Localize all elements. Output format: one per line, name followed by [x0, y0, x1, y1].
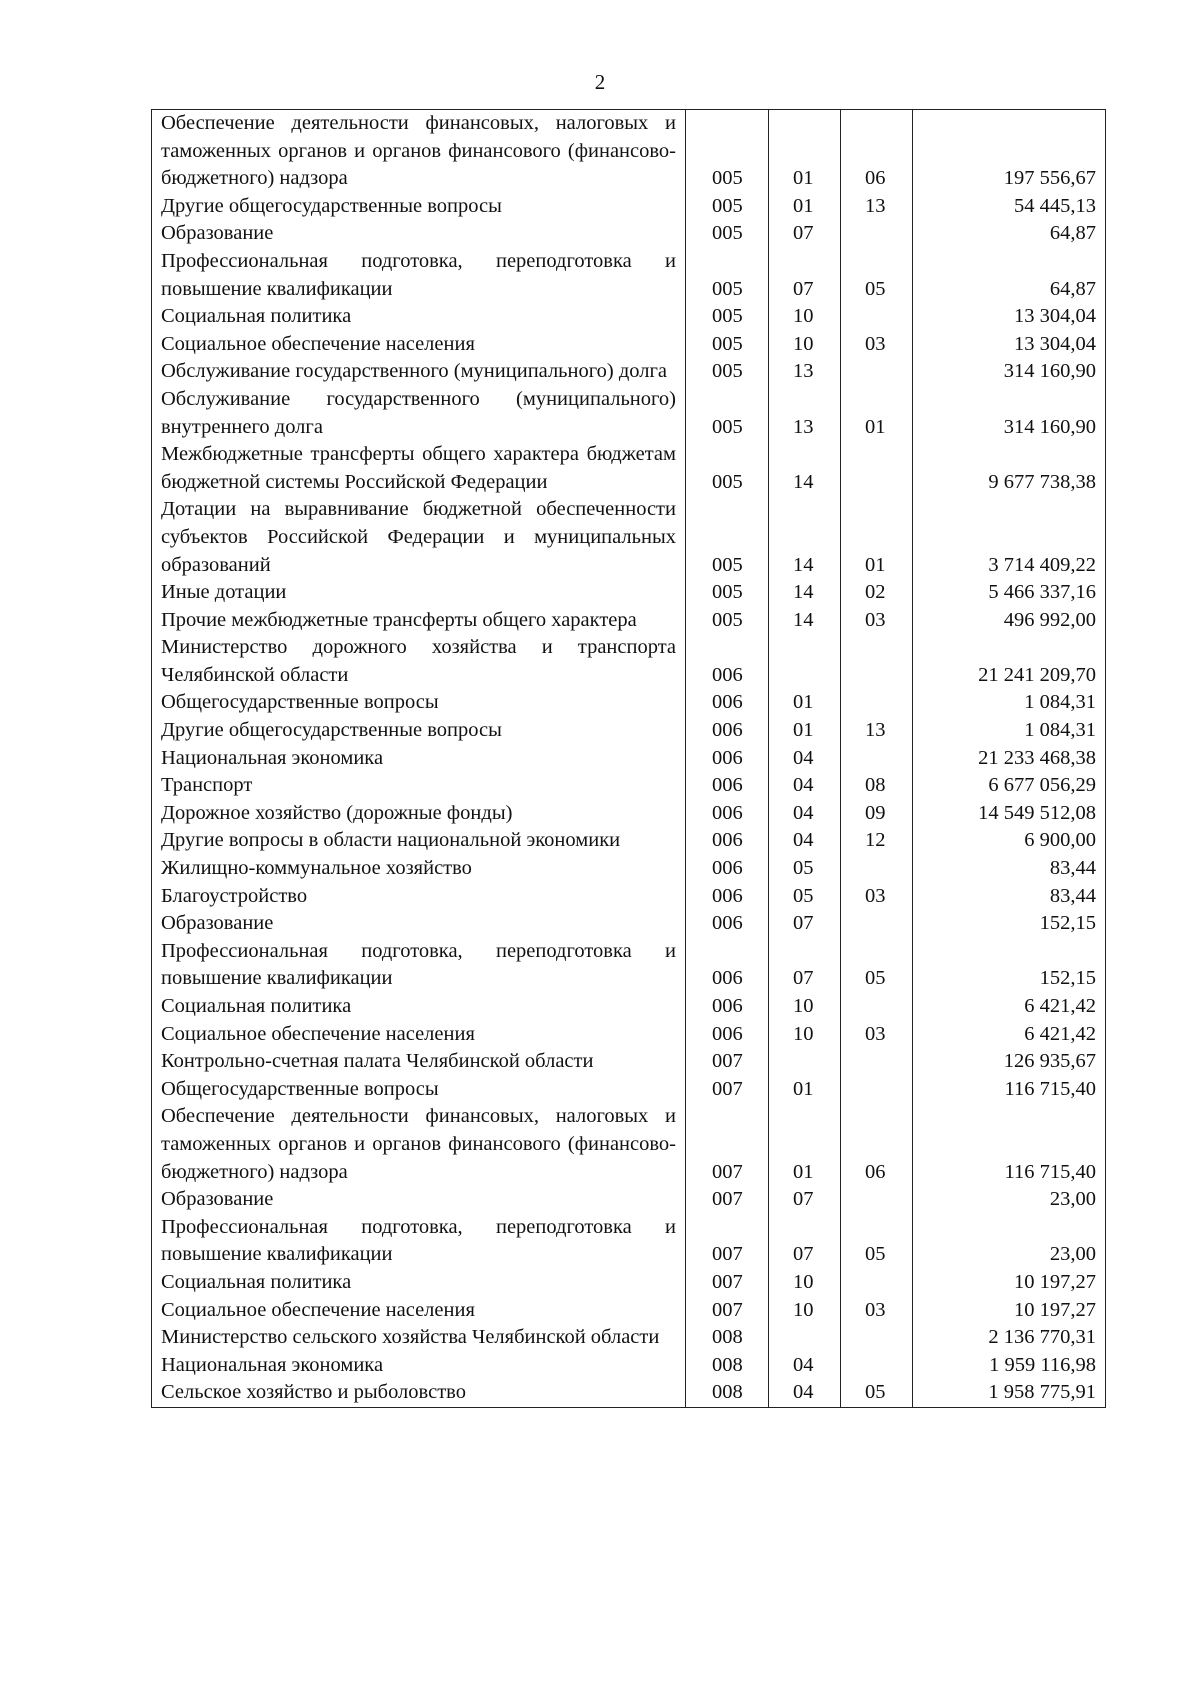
table-row	[152, 1048, 1106, 1076]
row-ved-code: 005	[686, 193, 769, 221]
row-subsection-code: 05	[841, 248, 913, 303]
row-ved-code: 005	[686, 496, 769, 579]
row-amount: 1 959 116,98	[913, 1352, 1106, 1380]
row-name: Министерство дорожного хозяйства и транспорта Челябинской области	[152, 634, 686, 689]
row-subsection-code: 03	[841, 883, 913, 911]
row-amount: 496 992,00	[913, 607, 1106, 635]
row-amount: 314 160,90	[913, 386, 1106, 441]
row-subsection-code	[841, 303, 913, 331]
row-amount: 9 677 738,38	[913, 441, 1106, 496]
row-amount: 5 466 337,16	[913, 579, 1106, 607]
row-subsection-code	[841, 358, 913, 386]
row-amount: 126 935,67	[913, 1048, 1106, 1076]
row-ved-code: 006	[686, 910, 769, 938]
row-section-code: 07	[769, 248, 841, 303]
table-row	[152, 1379, 1106, 1407]
table-row	[152, 303, 1106, 331]
row-amount: 64,87	[913, 220, 1106, 248]
row-name: Жилищно-коммунальное хозяйство	[152, 855, 686, 883]
table-row	[152, 883, 1106, 911]
row-amount: 1 084,31	[913, 717, 1106, 745]
row-amount: 10 197,27	[913, 1297, 1106, 1325]
row-amount: 152,15	[913, 910, 1106, 938]
table-row	[152, 386, 1106, 441]
row-ved-code: 008	[686, 1379, 769, 1407]
row-subsection-code: 03	[841, 1297, 913, 1325]
row-name: Социальное обеспечение населения	[152, 1297, 686, 1325]
row-section-code: 07	[769, 910, 841, 938]
table-row	[152, 607, 1106, 635]
row-section-code: 01	[769, 1076, 841, 1104]
row-section-code: 07	[769, 1214, 841, 1269]
row-name: Дорожное хозяйство (дорожные фонды)	[152, 800, 686, 828]
row-ved-code: 005	[686, 386, 769, 441]
page-number: 2	[594, 70, 606, 94]
row-subsection-code	[841, 1324, 913, 1352]
row-section-code: 01	[769, 110, 841, 193]
row-amount: 64,87	[913, 248, 1106, 303]
row-amount: 6 677 056,29	[913, 772, 1106, 800]
row-name: Социальная политика	[152, 1269, 686, 1297]
row-ved-code: 007	[686, 1048, 769, 1076]
table-row	[152, 331, 1106, 359]
row-ved-code: 008	[686, 1324, 769, 1352]
row-section-code: 01	[769, 717, 841, 745]
row-subsection-code	[841, 1076, 913, 1104]
row-section-code: 04	[769, 745, 841, 773]
row-section-code: 01	[769, 689, 841, 717]
row-name: Образование	[152, 910, 686, 938]
row-section-code: 05	[769, 883, 841, 911]
row-name: Контрольно-счетная палата Челябинской области	[152, 1048, 686, 1076]
row-ved-code: 005	[686, 303, 769, 331]
row-ved-code: 007	[686, 1214, 769, 1269]
row-ved-code: 005	[686, 220, 769, 248]
row-name: Профессиональная подготовка, переподготовка и повышение квалификации	[152, 938, 686, 993]
row-subsection-code	[841, 855, 913, 883]
row-section-code: 04	[769, 800, 841, 828]
table-row	[152, 1021, 1106, 1049]
row-subsection-code: 13	[841, 717, 913, 745]
row-ved-code: 006	[686, 745, 769, 773]
row-name: Социальное обеспечение населения	[152, 1021, 686, 1049]
row-name: Другие общегосударственные вопросы	[152, 717, 686, 745]
row-name: Благоустройство	[152, 883, 686, 911]
row-section-code: 14	[769, 496, 841, 579]
row-ved-code: 006	[686, 993, 769, 1021]
table-row	[152, 745, 1106, 773]
row-ved-code: 006	[686, 855, 769, 883]
table-row	[152, 441, 1106, 496]
row-section-code: 14	[769, 579, 841, 607]
row-name: Общегосударственные вопросы	[152, 1076, 686, 1104]
row-amount: 21 241 209,70	[913, 634, 1106, 689]
row-name: Обслуживание государственного (муниципального) внутреннего долга	[152, 386, 686, 441]
row-subsection-code: 02	[841, 579, 913, 607]
row-ved-code: 007	[686, 1103, 769, 1186]
row-name: Социальная политика	[152, 993, 686, 1021]
row-section-code	[769, 1324, 841, 1352]
row-ved-code: 006	[686, 689, 769, 717]
row-section-code: 04	[769, 772, 841, 800]
row-amount: 54 445,13	[913, 193, 1106, 221]
table-row	[152, 496, 1106, 579]
row-subsection-code	[841, 993, 913, 1021]
row-ved-code: 006	[686, 938, 769, 993]
row-amount: 152,15	[913, 938, 1106, 993]
row-subsection-code	[841, 1352, 913, 1380]
row-amount: 2 136 770,31	[913, 1324, 1106, 1352]
row-amount: 83,44	[913, 883, 1106, 911]
table-row	[152, 993, 1106, 1021]
row-amount: 23,00	[913, 1214, 1106, 1269]
row-amount: 3 714 409,22	[913, 496, 1106, 579]
row-name: Образование	[152, 1186, 686, 1214]
row-amount: 6 900,00	[913, 827, 1106, 855]
row-section-code	[769, 634, 841, 689]
table-row	[152, 855, 1106, 883]
row-name: Профессиональная подготовка, переподготовка и повышение квалификации	[152, 248, 686, 303]
row-section-code: 14	[769, 607, 841, 635]
row-section-code: 10	[769, 303, 841, 331]
table-row	[152, 579, 1106, 607]
table-row	[152, 220, 1106, 248]
row-subsection-code: 01	[841, 496, 913, 579]
row-name: Обеспечение деятельности финансовых, налоговых и таможенных органов и органов финансового (финансово-бюджетного) надзора	[152, 110, 686, 193]
row-subsection-code: 01	[841, 386, 913, 441]
row-subsection-code: 06	[841, 1103, 913, 1186]
row-amount: 116 715,40	[913, 1076, 1106, 1104]
row-ved-code: 006	[686, 1021, 769, 1049]
row-ved-code: 008	[686, 1352, 769, 1380]
row-section-code: 13	[769, 358, 841, 386]
row-subsection-code: 03	[841, 607, 913, 635]
row-name: Межбюджетные трансферты общего характера бюджетам бюджетной системы Российской Федерации	[152, 441, 686, 496]
row-ved-code: 005	[686, 248, 769, 303]
row-amount: 1 958 775,91	[913, 1379, 1106, 1407]
table-row	[152, 689, 1106, 717]
table-row	[152, 1269, 1106, 1297]
row-section-code: 10	[769, 1021, 841, 1049]
budget-table	[151, 109, 1106, 1408]
row-ved-code: 007	[686, 1076, 769, 1104]
table-row	[152, 772, 1106, 800]
row-ved-code: 007	[686, 1297, 769, 1325]
row-name: Профессиональная подготовка, переподготовка и повышение квалификации	[152, 1214, 686, 1269]
row-section-code: 04	[769, 1352, 841, 1380]
row-ved-code: 007	[686, 1186, 769, 1214]
table-row	[152, 827, 1106, 855]
row-name: Образование	[152, 220, 686, 248]
row-ved-code: 005	[686, 579, 769, 607]
row-name: Прочие межбюджетные трансферты общего характера	[152, 607, 686, 635]
row-name: Социальное обеспечение населения	[152, 331, 686, 359]
row-amount: 13 304,04	[913, 303, 1106, 331]
row-subsection-code	[841, 1269, 913, 1297]
table-row	[152, 938, 1106, 993]
row-amount: 314 160,90	[913, 358, 1106, 386]
row-section-code: 10	[769, 993, 841, 1021]
row-name: Национальная экономика	[152, 1352, 686, 1380]
row-ved-code: 006	[686, 717, 769, 745]
row-amount: 83,44	[913, 855, 1106, 883]
row-amount: 6 421,42	[913, 1021, 1106, 1049]
row-subsection-code: 13	[841, 193, 913, 221]
row-name: Обслуживание государственного (муниципального) долга	[152, 358, 686, 386]
row-subsection-code	[841, 1186, 913, 1214]
row-section-code: 04	[769, 1379, 841, 1407]
row-amount: 23,00	[913, 1186, 1106, 1214]
row-amount: 116 715,40	[913, 1103, 1106, 1186]
row-section-code	[769, 1048, 841, 1076]
table-row	[152, 1186, 1106, 1214]
table-row	[152, 248, 1106, 303]
row-subsection-code	[841, 689, 913, 717]
row-amount: 14 549 512,08	[913, 800, 1106, 828]
row-subsection-code: 08	[841, 772, 913, 800]
row-name: Социальная политика	[152, 303, 686, 331]
row-name: Другие общегосударственные вопросы	[152, 193, 686, 221]
row-ved-code: 006	[686, 827, 769, 855]
budget-table-body	[152, 110, 1106, 1408]
row-ved-code: 005	[686, 358, 769, 386]
row-ved-code: 006	[686, 800, 769, 828]
row-section-code: 10	[769, 331, 841, 359]
row-subsection-code	[841, 634, 913, 689]
row-ved-code: 005	[686, 110, 769, 193]
row-subsection-code: 06	[841, 110, 913, 193]
row-section-code: 14	[769, 441, 841, 496]
table-row	[152, 1324, 1106, 1352]
row-ved-code: 005	[686, 441, 769, 496]
row-subsection-code: 05	[841, 938, 913, 993]
row-amount: 197 556,67	[913, 110, 1106, 193]
table-row	[152, 1076, 1106, 1104]
table-row	[152, 634, 1106, 689]
row-section-code: 01	[769, 193, 841, 221]
row-subsection-code	[841, 910, 913, 938]
row-section-code: 13	[769, 386, 841, 441]
row-amount: 6 421,42	[913, 993, 1106, 1021]
row-subsection-code	[841, 441, 913, 496]
row-subsection-code	[841, 745, 913, 773]
table-row	[152, 193, 1106, 221]
row-amount: 1 084,31	[913, 689, 1106, 717]
row-name: Другие вопросы в области национальной экономики	[152, 827, 686, 855]
row-subsection-code: 03	[841, 1021, 913, 1049]
row-subsection-code	[841, 1048, 913, 1076]
table-row	[152, 110, 1106, 193]
row-section-code: 05	[769, 855, 841, 883]
table-row	[152, 1297, 1106, 1325]
row-ved-code: 006	[686, 772, 769, 800]
table-row	[152, 717, 1106, 745]
row-name: Сельское хозяйство и рыболовство	[152, 1379, 686, 1407]
row-name: Дотации на выравнивание бюджетной обеспеченности субъектов Российской Федерации и муниципальных образований	[152, 496, 686, 579]
row-name: Министерство сельского хозяйства Челябинской области	[152, 1324, 686, 1352]
row-section-code: 10	[769, 1269, 841, 1297]
row-ved-code: 005	[686, 331, 769, 359]
table-row	[152, 910, 1106, 938]
row-name: Обеспечение деятельности финансовых, налоговых и таможенных органов и органов финансового (финансово-бюджетного) надзора	[152, 1103, 686, 1186]
row-amount: 21 233 468,38	[913, 745, 1106, 773]
row-subsection-code: 05	[841, 1379, 913, 1407]
table-row	[152, 1103, 1106, 1186]
row-subsection-code: 05	[841, 1214, 913, 1269]
row-name: Общегосударственные вопросы	[152, 689, 686, 717]
row-section-code: 07	[769, 938, 841, 993]
row-section-code: 07	[769, 220, 841, 248]
row-section-code: 01	[769, 1103, 841, 1186]
table-row	[152, 358, 1106, 386]
row-name: Транспорт	[152, 772, 686, 800]
row-ved-code: 006	[686, 883, 769, 911]
row-amount: 13 304,04	[913, 331, 1106, 359]
row-subsection-code: 09	[841, 800, 913, 828]
row-subsection-code	[841, 220, 913, 248]
table-row	[152, 1352, 1106, 1380]
row-name: Иные дотации	[152, 579, 686, 607]
row-subsection-code: 12	[841, 827, 913, 855]
table-row	[152, 800, 1106, 828]
row-ved-code: 005	[686, 607, 769, 635]
table-row	[152, 1214, 1106, 1269]
row-ved-code: 006	[686, 634, 769, 689]
row-section-code: 10	[769, 1297, 841, 1325]
row-amount: 10 197,27	[913, 1269, 1106, 1297]
row-section-code: 07	[769, 1186, 841, 1214]
row-subsection-code: 03	[841, 331, 913, 359]
row-section-code: 04	[769, 827, 841, 855]
row-name: Национальная экономика	[152, 745, 686, 773]
row-ved-code: 007	[686, 1269, 769, 1297]
